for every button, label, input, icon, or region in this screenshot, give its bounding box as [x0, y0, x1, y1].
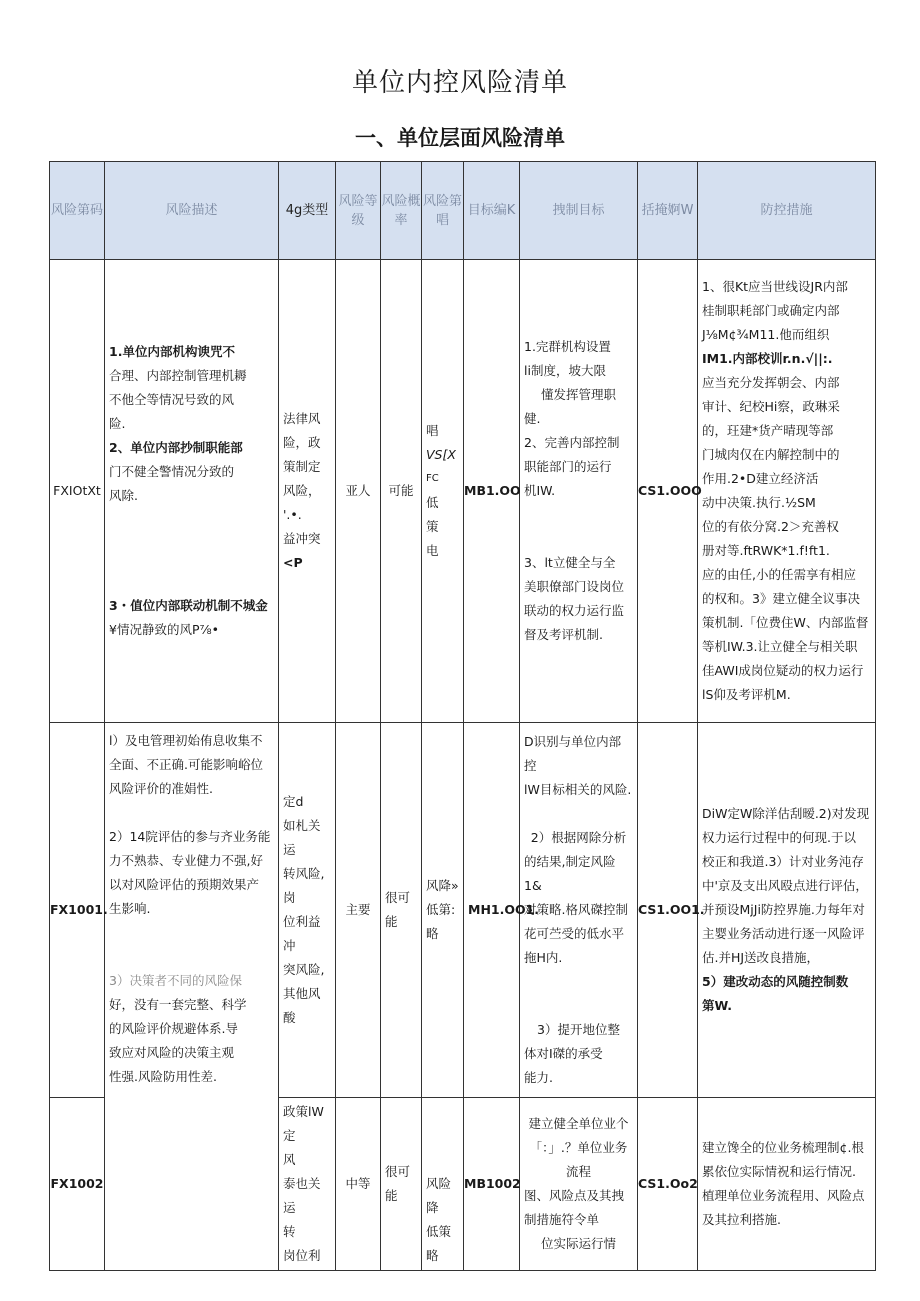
measure-code-cell: CS1.Oo2 [638, 1098, 698, 1271]
risk-type-cell: 定d 如札关运 转风险,岗 位利益冲 突风险, 其他风 酸 [279, 723, 336, 1098]
control-goal-cell: 1.完群机构设置 li制度，坡大限 懂发挥管理职 健. 2、完善内部控制 职能部门的运行 机IW. 3、lt立健全与全 美职僚部门设岗位 联动的权力运行监 督及考评机制. [520, 260, 638, 723]
risk-strategy-cell: 风险降 低策 略 [422, 1098, 464, 1271]
risk-type-cell: 政策lW定 风 泰也关运 转 岗位利 [279, 1098, 336, 1271]
measure-code-cell: CS1.OOO [638, 260, 698, 723]
risk-level-cell: 中等 [336, 1098, 381, 1271]
target-code-cell: MB1.OO [464, 260, 520, 723]
header-risk-prob: 风险概率 [381, 162, 422, 260]
table-row [50, 723, 876, 1098]
risk-level-cell: 主要 [336, 723, 381, 1098]
risk-level-cell: 亚人 [336, 260, 381, 723]
target-code-cell: MH1.OO1. [464, 723, 520, 1098]
control-goal-cell: D识别与单位内部控 lW目标相关的风险. 2）根据网除分析 的结果,制定风险1& 对策略.格风磔控制 花可苎受的低水平 拖H内. 3）提开地位整 体对I磔的承受 能力. [520, 723, 638, 1098]
header-risk-type: 4g类型 [279, 162, 336, 260]
header-target-code: 目标编K [464, 162, 520, 260]
header-measure-code: 括掩婀W [638, 162, 698, 260]
risk-type-cell: 法律风 险，政 策制定 风险， '.•. 益冲突 <P [279, 260, 336, 723]
risk-prob-cell: 可能 [381, 260, 422, 723]
page-title: 单位内控风险清单 [351, 68, 568, 98]
header-row [50, 162, 876, 260]
risk-table [49, 161, 876, 1271]
risk-code-cell: FX1002 [50, 1098, 105, 1271]
header-risk-strategy: 风险第唱 [422, 162, 464, 260]
header-risk-desc: 风险描述 [105, 162, 279, 260]
measures-cell: DiW定W除洋估刮暧.2)对发现 权力运行过程中的何现.于以 校正和我道.3）计对业务沌存 中'京及支出风殴点进行评估， 并预设MjJi防控界施.力每年对 主婴业务活动进行逐一风险评 估.并HJ送改良措施， 5）建改动态的风随控制数 第W. [698, 723, 876, 1098]
risk-desc-cell: l）及电管理初始侑息收集不 全面、不正确.可能影响峪位 风险评价的准娟性. 2）14院评估的参与齐业务能 力不熟恭、专业健力不强,好 以对风险评估的预期效果产 生影响. 3）决策者不同的风险保 好，没有一套完整、科学 的风险评价规避体系.导 致应对风险的决策主观 性强.风险防用性差. [105, 723, 279, 1271]
control-goal-cell: 建立健全单位业个 「：」.？单位业务 流程 图、风险点及其拽 制措施符令单 位实际运行情 [520, 1098, 638, 1271]
risk-strategy-cell: 风降» 低第: 略 [422, 723, 464, 1098]
measures-cell: 1、很Kt应当世线设JR内部 桂制职耗部门或确定内部 J⅛M¢¾M11.他而组织 IM1.内部校训r.n.√||:. 应当充分发挥朝会、内部 审计、纪校Hi察，政琳采 的，玨建*货产晴现等部 门城肉仅在内解控制中的 作用.2•D建立经济活 动中决策.执行.½SM 位的有依分窝.2＞充善权 册对等.ftRWK*1.f!ft1. 应的由任,小的任需享有相应 的权和。3》建立健全议事决 策机制.「位费住W、内部监督 等机IW.3.让立健全与相关职 佳AWI成岗位疑动的权力运行 lS仰及考评机M. [698, 260, 876, 723]
measures-cell: 建立馋全的位业务梳理制¢.根 累依位实际情祝和运行情况. 植理单位业务流程用、风险点 及其拉利搭施. [698, 1098, 876, 1271]
risk-prob-cell: 很可 能 [381, 723, 422, 1098]
risk-prob-cell: 很可 能 [381, 1098, 422, 1271]
section-title: 一、单位层面风险清单 [355, 126, 565, 150]
table-row [50, 260, 876, 723]
header-measures: 防控措施 [698, 162, 876, 260]
risk-desc-cell: 1.单位内部机构谀咒不 合理、内部控制管理机耨 不他仝等情况号致的风 险. 2、单位内部抄制职能部 门不健全警情况分致的 风除. 3・值位内部联动机制不城金 ¥情况静致的风P⅞• [105, 260, 279, 723]
header-risk-level: 风险等级 [336, 162, 381, 260]
risk-strategy-cell: 唱 VS[X FC 低 策 电 [422, 260, 464, 723]
target-code-cell: MB1002 [464, 1098, 520, 1271]
risk-code-cell: FXIOtXt [50, 260, 105, 723]
risk-code-cell: FX1001. [50, 723, 105, 1098]
header-risk-code: 风险第码 [50, 162, 105, 260]
measure-code-cell: CS1.OO1. [638, 723, 698, 1098]
header-control-goal: 拽制目标 [520, 162, 638, 260]
